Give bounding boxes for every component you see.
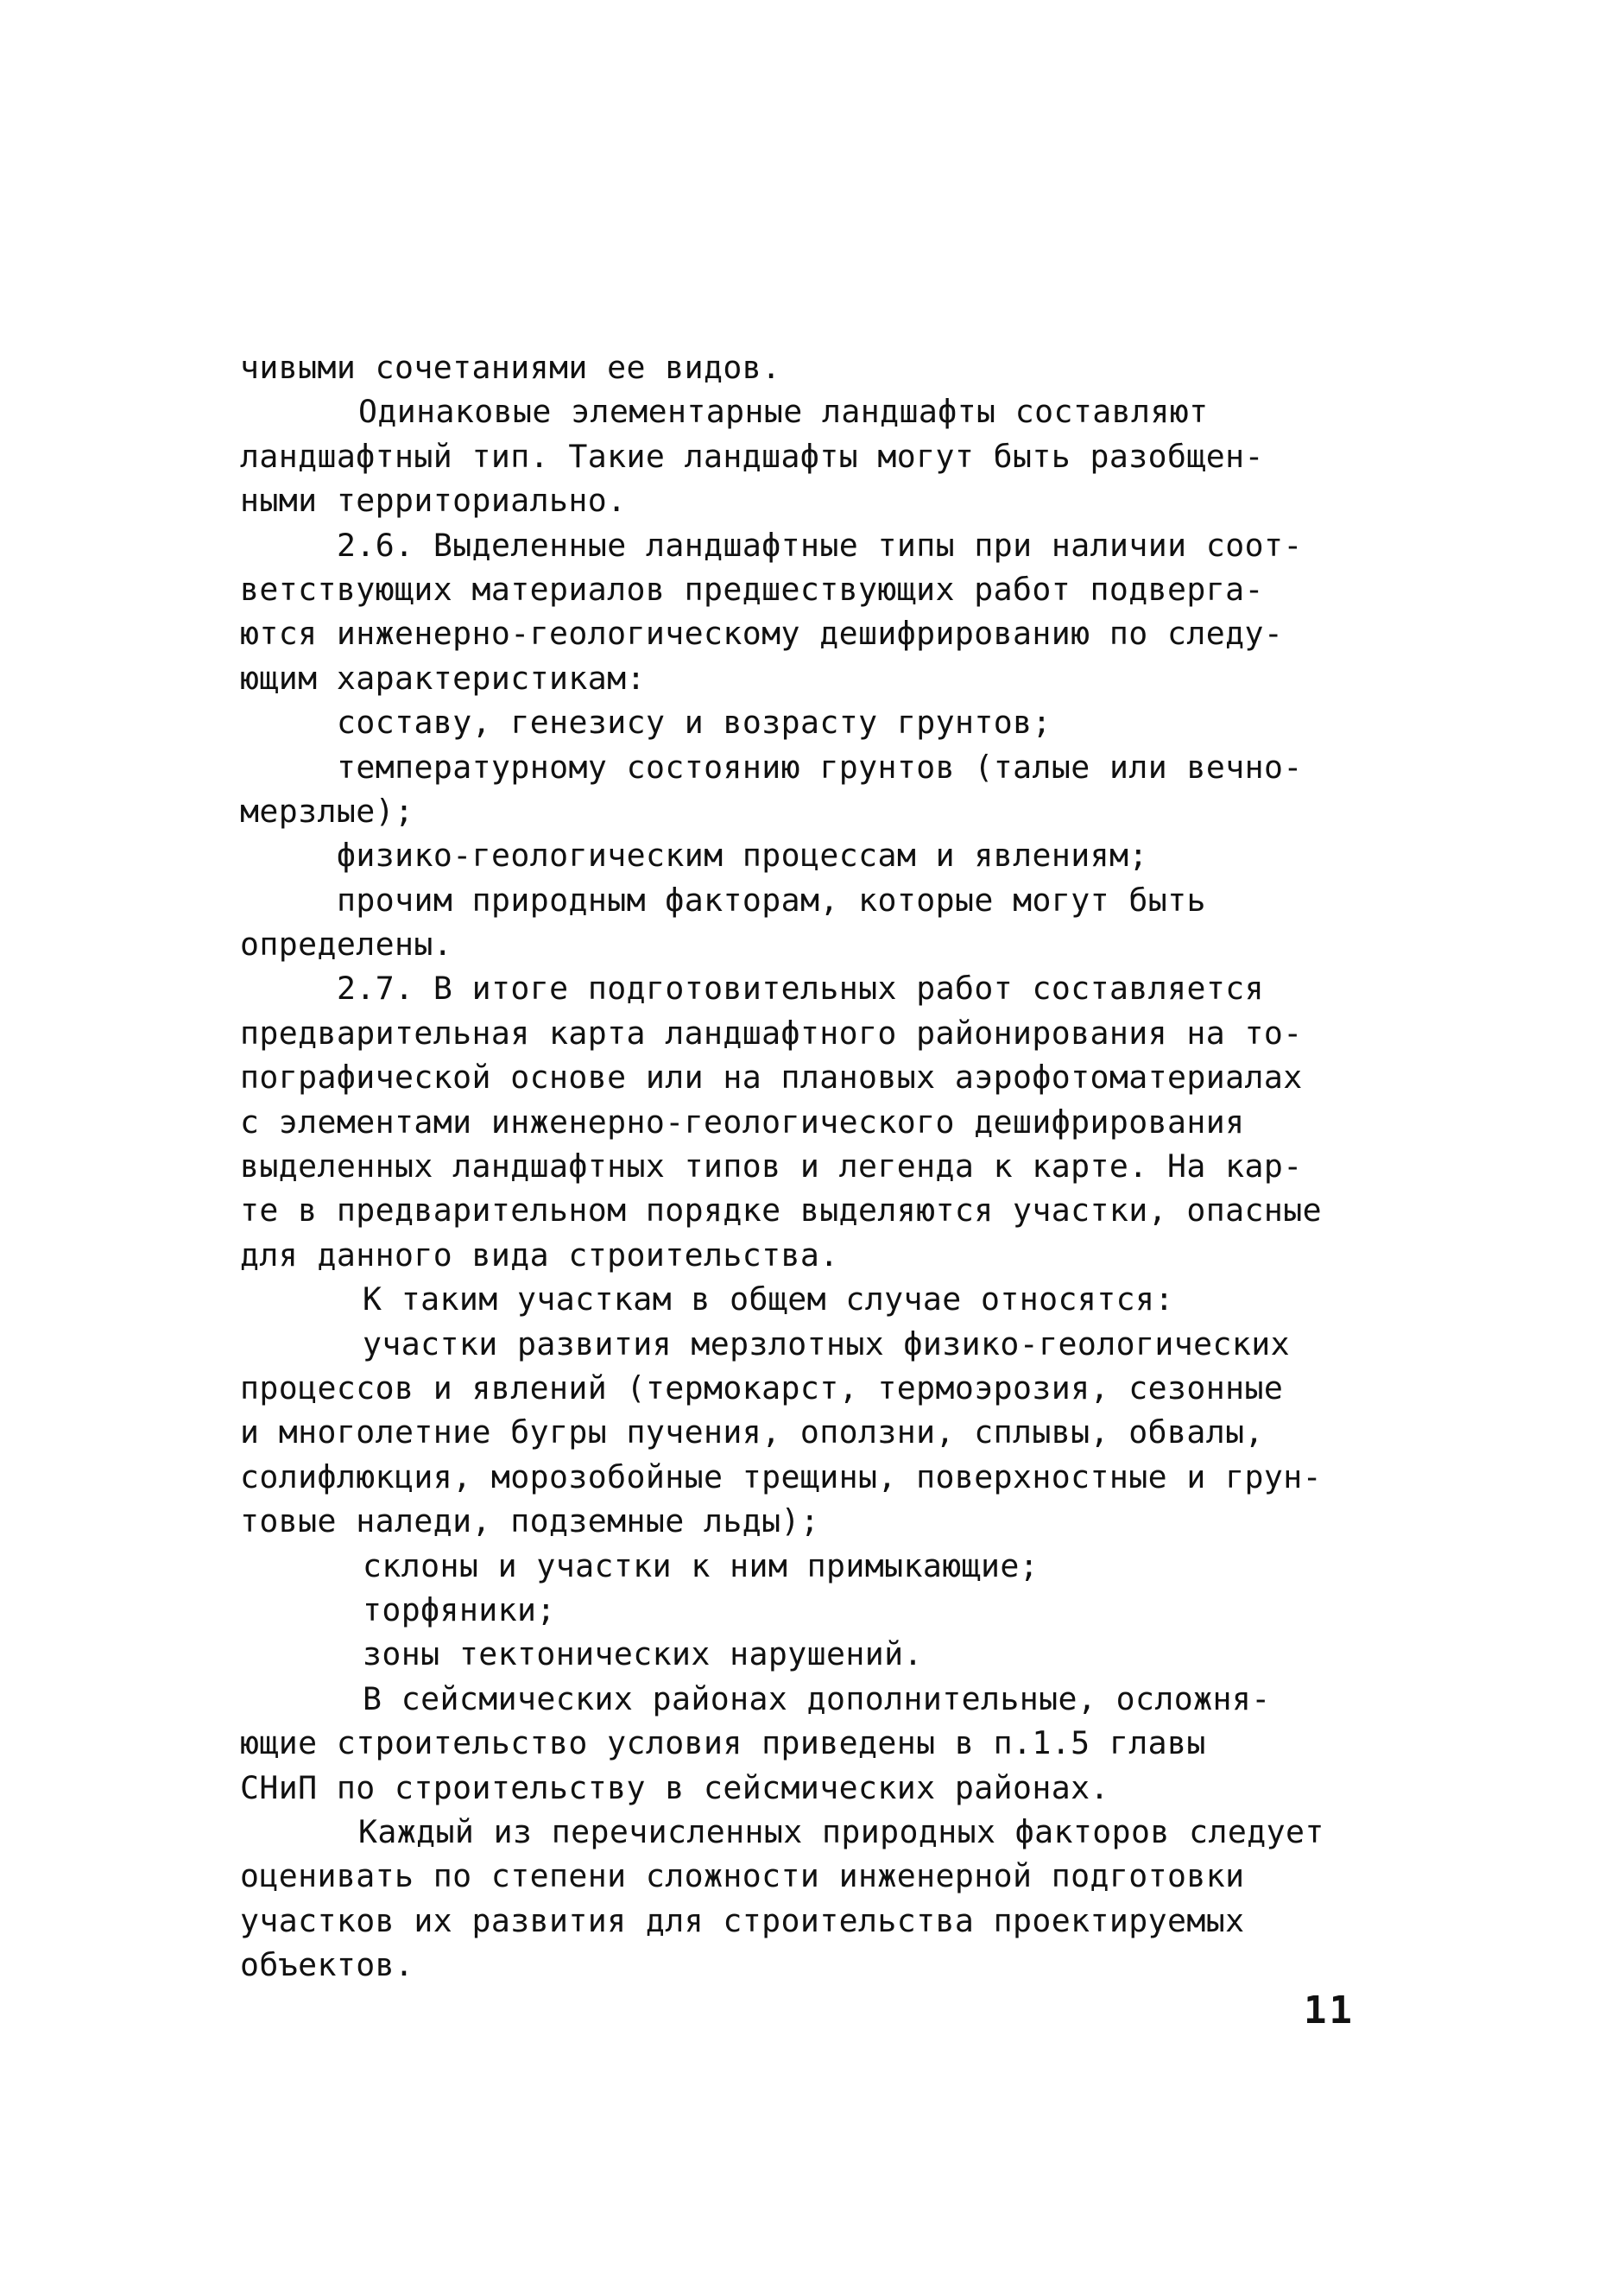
text-line: определены. bbox=[240, 926, 453, 964]
text-line: оценивать по степени сложности инженерной подготовки bbox=[240, 1857, 1245, 1895]
text-line: температурному состоянию грунтов (талые или вечно- bbox=[337, 748, 1303, 786]
text-line: ными территориально. bbox=[240, 482, 627, 520]
text-line: прочим природным факторам, которые могут быть bbox=[337, 881, 1206, 919]
text-line: чивыми сочетаниями ее видов. bbox=[240, 349, 781, 386]
text-line: те в предварительном порядке выделяются участки, опасные bbox=[240, 1192, 1322, 1230]
text-line: солифлюкция, морозобойные трещины, поверхностные и грун- bbox=[240, 1457, 1322, 1495]
text-line: 2.7. В итоге подготовительных работ составляется bbox=[337, 970, 1264, 1008]
text-line: с элементами инженерно-геологического дешифрирования bbox=[240, 1103, 1245, 1141]
text-line: В сейсмических районах дополнительные, осложня- bbox=[363, 1679, 1271, 1717]
text-line: участков их развития для строительства проектируемых bbox=[240, 1901, 1245, 1939]
text-line: зоны тектонических нарушений. bbox=[363, 1635, 923, 1673]
text-line: пографической основе или на плановых аэрофотоматериалах bbox=[240, 1059, 1303, 1097]
text-line: объектов. bbox=[240, 1946, 414, 1984]
text-line: склоны и участки к ним примыкающие; bbox=[363, 1546, 1039, 1584]
text-line: СНиП по строительству в сейсмических районах. bbox=[240, 1768, 1109, 1806]
text-line: К таким участкам в общем случае относятся: bbox=[363, 1280, 1174, 1318]
text-line: 2.6. Выделенные ландшафтные типы при наличии соот- bbox=[337, 526, 1303, 564]
text-line: Каждый из перечисленных природных факторов следует bbox=[358, 1812, 1324, 1850]
text-line: ющие строительство условия приведены в п.1.5 главы bbox=[240, 1724, 1206, 1762]
text-line: ющим характеристикам: bbox=[240, 659, 646, 697]
text-line: физико-геологическим процессам и явлениям; bbox=[337, 837, 1148, 875]
text-line: участки развития мерзлотных физико-геологических bbox=[363, 1325, 1290, 1362]
text-line: ландшафтный тип. Такие ландшафты могут быть разобщен- bbox=[240, 437, 1264, 475]
body-text bbox=[240, 345, 1371, 1987]
text-line: выделенных ландшафтных типов и легенда к карте. На кар- bbox=[240, 1147, 1303, 1185]
text-line: товые наледи, подземные льды); bbox=[240, 1502, 820, 1540]
text-line: предварительная карта ландшафтного районирования на то- bbox=[240, 1014, 1303, 1052]
text-line: ветствующих материалов предшествующих работ подверга- bbox=[240, 570, 1264, 608]
text-line: Одинаковые элементарные ландшафты составляют bbox=[358, 393, 1209, 431]
text-line: мерзлые); bbox=[240, 792, 414, 830]
text-line: и многолетние бугры пучения, оползни, сплывы, обвалы, bbox=[240, 1413, 1264, 1451]
text-line: процессов и явлений (термокарст, термоэрозия, сезонные bbox=[240, 1369, 1284, 1407]
text-line: для данного вида строительства. bbox=[240, 1236, 839, 1274]
page-number: 11 bbox=[1304, 1988, 1355, 2033]
text-line: составу, генезису и возрасту грунтов; bbox=[337, 704, 1052, 742]
text-line: ются инженерно-геологическому дешифрированию по следу- bbox=[240, 615, 1284, 653]
text-line: торфяники; bbox=[363, 1590, 556, 1628]
